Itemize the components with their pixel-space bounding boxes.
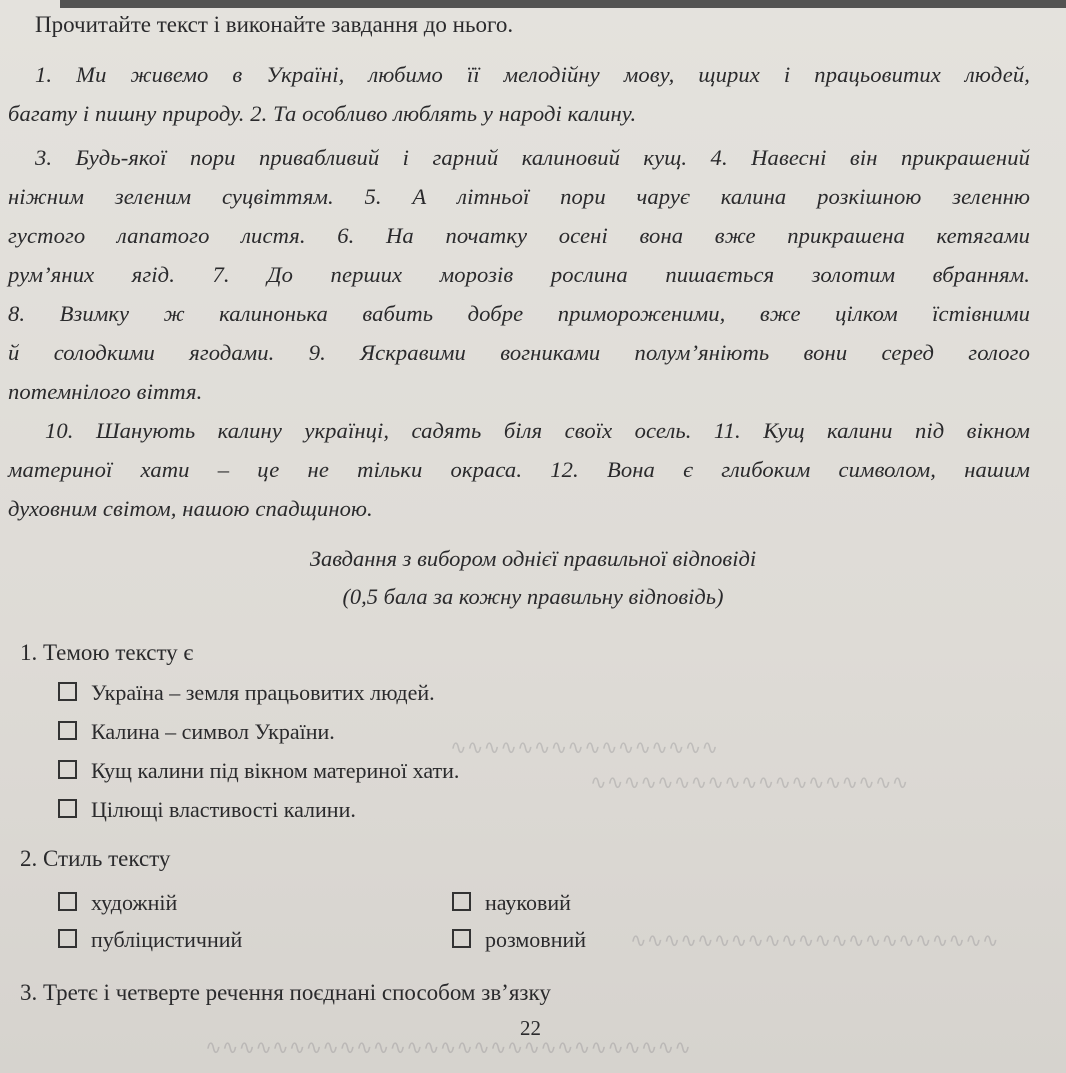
checkbox[interactable] [58, 799, 77, 818]
checkbox[interactable] [452, 929, 471, 948]
text-line: 3. Будь-якої пори привабливий і гарний калиновий кущ. 4. Навесні він прикрашений [35, 145, 1030, 170]
q1-option-c[interactable] [58, 758, 459, 784]
task-points: (0,5 бала за кожну правильну відповідь) [342, 584, 724, 609]
pencil-scribble: ∿∿∿∿∿∿∿∿∿∿∿∿∿∿∿∿ [450, 737, 719, 759]
text-line: 1. Ми живемо в Україні, любимо її мелодійну мову, щирих і працьовитих людей, [35, 62, 1030, 87]
q2-option-d[interactable] [452, 927, 586, 953]
option-label: науковий [485, 890, 571, 915]
option-label: Україна – земля працьовитих людей. [91, 680, 435, 705]
checkbox[interactable] [58, 929, 77, 948]
checkbox[interactable] [58, 682, 77, 701]
option-label: розмовний [485, 927, 587, 952]
instruction: Прочитайте текст і виконайте завдання до нього. [35, 12, 514, 37]
text-line: рум’яних ягід. 7. До перших морозів рослина пишається золотим вбранням. [8, 262, 1030, 287]
checkbox[interactable] [58, 721, 77, 740]
text-line: багату і пишну природу. 2. Та особливо люблять у народі калину. [8, 101, 637, 126]
pencil-scribble: ∿∿∿∿∿∿∿∿∿∿∿∿∿∿∿∿∿∿∿∿∿∿ [630, 930, 999, 952]
text-line: ніжним зеленим суцвіттям. 5. А літньої пори чарує калина розкішною зеленню [8, 184, 1030, 209]
option-label: Кущ калини під вікном материної хати. [91, 758, 460, 783]
option-label: Цілющі властивості калини. [91, 797, 356, 822]
question-3: 3. Третє і четверте речення поєднані способом зв’язку [20, 980, 551, 1005]
text-line: густого лапатого листя. 6. На початку осені вона вже прикрашена кетягами [8, 223, 1030, 248]
question-2: 2. Стиль тексту [20, 846, 171, 871]
q2-option-b[interactable] [452, 890, 571, 916]
option-label: Калина – символ України. [91, 719, 335, 744]
q2-option-c[interactable] [58, 927, 242, 953]
text-line: материної хати – це не тільки окраса. 12. Вона є глибоким символом, нашим [8, 457, 1030, 482]
checkbox[interactable] [452, 892, 471, 911]
text-line: духовним світом, нашою спадщиною. [8, 496, 373, 521]
checkbox[interactable] [58, 892, 77, 911]
question-1: 1. Темою тексту є [20, 640, 194, 665]
option-label: художній [91, 890, 178, 915]
text-line: потемнілого віття. [8, 379, 203, 404]
text-line: 10. Шанують калину українці, садять біля своїх осель. 11. Кущ калини під вікном [45, 418, 1030, 443]
q2-option-a[interactable] [58, 890, 177, 916]
page-edge-shadow [60, 0, 1066, 8]
q1-option-d[interactable] [58, 797, 356, 823]
page-number: 22 [520, 1016, 541, 1040]
option-label: публіцистичний [91, 927, 243, 952]
pencil-scribble: ∿∿∿∿∿∿∿∿∿∿∿∿∿∿∿∿∿∿∿∿∿∿∿∿∿∿∿∿∿ [205, 1037, 691, 1059]
pencil-scribble: ∿∿∿∿∿∿∿∿∿∿∿∿∿∿∿∿∿∿∿ [590, 772, 909, 794]
text-line: 8. Взимку ж калинонька вабить добре примороженими, вже цілком їстівними [8, 301, 1030, 326]
text-line: й солодкими ягодами. 9. Яскравими вогниками полум’яніють вони серед голого [8, 340, 1030, 365]
checkbox[interactable] [58, 760, 77, 779]
task-heading: Завдання з вибором однієї правильної відповіді [309, 546, 757, 571]
q1-option-a[interactable] [58, 680, 435, 706]
q1-option-b[interactable] [58, 719, 335, 745]
